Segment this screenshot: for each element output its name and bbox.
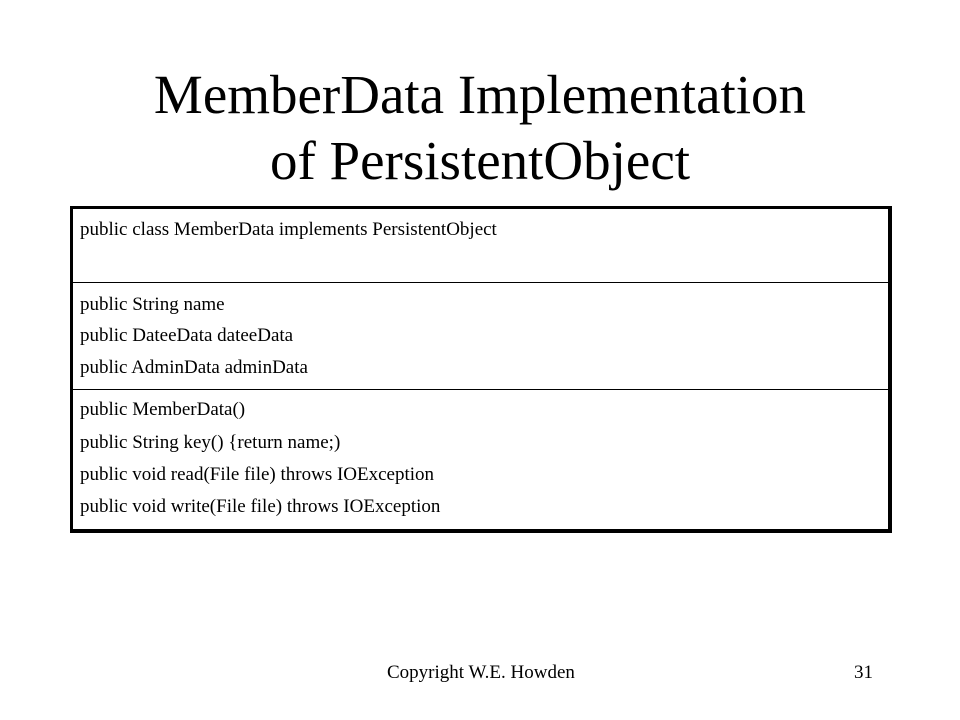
attributes-section (73, 283, 888, 390)
attribute-name: public String name (80, 294, 225, 315)
title-line-2: of PersistentObject (269, 130, 691, 191)
attribute-admindata: public AdminData adminData (80, 357, 308, 378)
operations-section (73, 390, 888, 529)
page-number: 31 (854, 662, 873, 683)
attribute-dateedata: public DateeData dateeData (80, 325, 294, 346)
class-declaration: public class MemberData implements PersistentObject (80, 219, 497, 240)
operation-write: public void write(File file) throws IOException (80, 496, 441, 517)
operation-read: public void read(File file) throws IOException (80, 464, 435, 485)
operation-constructor: public MemberData() (80, 399, 246, 420)
operation-key: public String key() {return name;) (80, 432, 341, 453)
uml-class-box (70, 206, 892, 533)
footer-copyright: Copyright W.E. Howden (387, 662, 575, 683)
slide-title (0, 62, 960, 194)
class-name-section (73, 209, 888, 283)
title-line-1: MemberData Implementation (153, 64, 807, 125)
